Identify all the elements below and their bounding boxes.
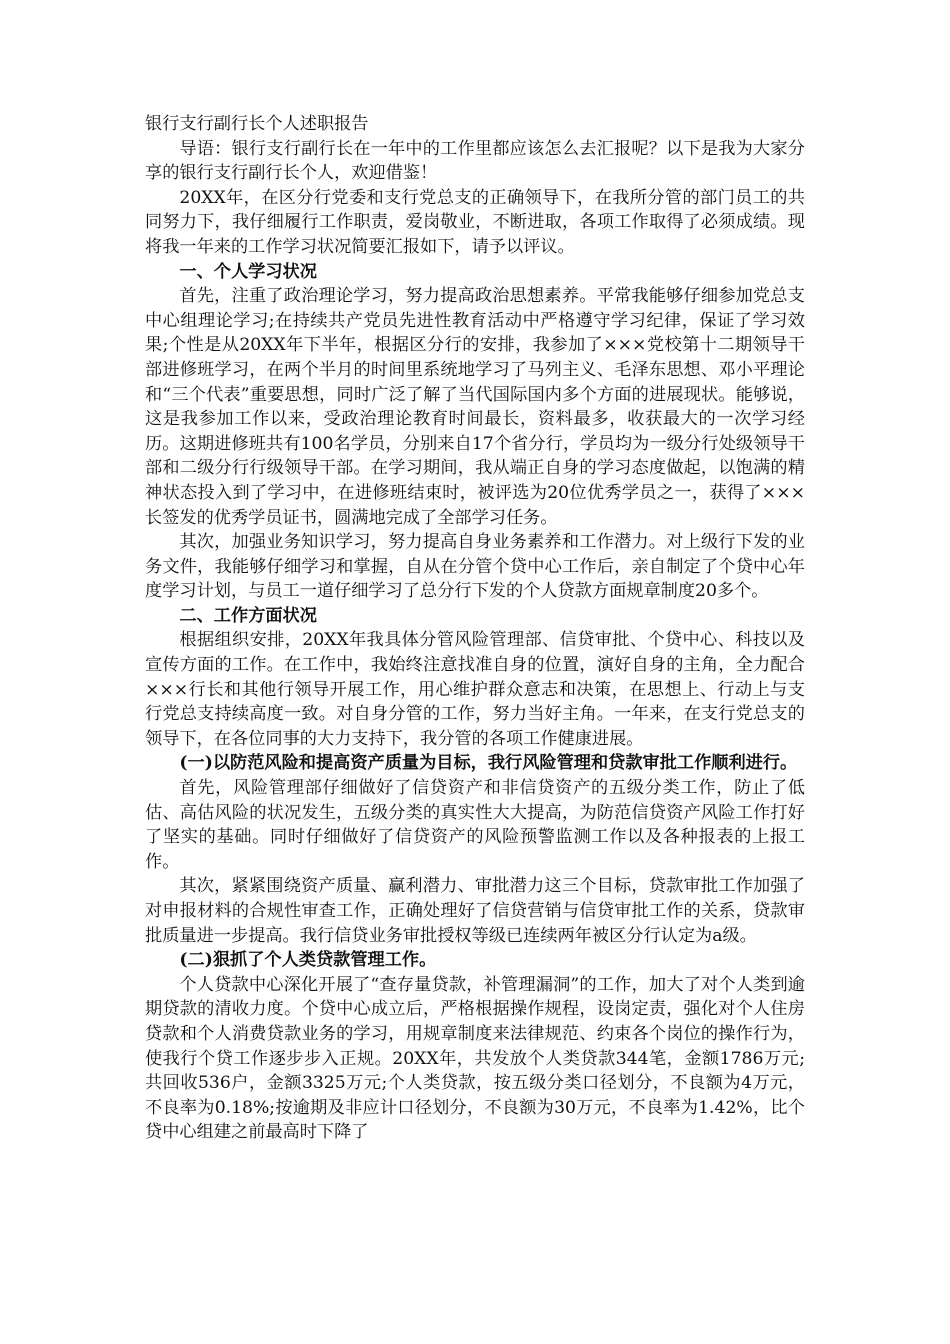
- subheading-personal-loans: (二)狠抓了个人类贷款管理工作。: [179, 950, 437, 971]
- paragraph-business-study: 其次，加强业务知识学习，努力提高自身业务素养和工作潜力。对上级行下发的业务文件，我能够仔细学习和掌握，自从在分管个贷中心工作后，亲自制定了个贷中心年度学习计划，与员工一道仔细学习了总分行下发的个人贷款方面规章制度20多个。: [145, 532, 805, 602]
- section-heading-study: 一、个人学习状况: [179, 261, 317, 282]
- paragraph-work-overview: 根据组织安排，20XX年我具体分管风险管理部、信贷审批、个贷中心、科技以及宣传方面的工作。在工作中，我始终注意找准自身的位置，演好自身的主角，全力配合×××行长和其他行领导开展工作，用心维护群众意志和决策，在思想上、行动上与支行党总支持续高度一致。对自身分管的工作，努力当好主角。一年来，在支行党总支的领导下，在各位同事的大力支持下，我分管的各项工作健康进展。: [145, 630, 805, 749]
- document-page: [145, 112, 805, 1145]
- paragraph-loan-approval: 其次，紧紧围绕资产质量、赢利潜力、审批潜力这三个目标，贷款审批工作加强了对申报材料的合规性审查工作，正确处理好了信贷营销与信贷审批工作的关系，贷款审批质量进一步提高。我行信贷业务审批授权等级已连续两年被区分行认定为a级。: [145, 876, 805, 946]
- paragraph-five-level-classification: 首先，风险管理部仔细做好了信贷资产和非信贷资产的五级分类工作，防止了低估、高估风险的状况发生，五级分类的真实性大大提高，为防范信贷资产风险工作打好了坚实的基础。同时仔细做好了信贷资产的风险预警监测工作以及各种报表的上报工作。: [145, 778, 805, 872]
- subheading-risk-management: (一)以防范风险和提高资产质量为目标，我行风险管理和贷款审批工作顺利进行。: [179, 753, 798, 774]
- opening-paragraph: 20XX年，在区分行党委和支行党总支的正确领导下，在我所分管的部门员工的共同努力下，我仔细履行工作职责，爱岗敬业，不断进取，各项工作取得了必须成绩。现将我一年来的工作学习状况简要汇报如下，请予以评议。: [145, 187, 805, 257]
- intro-paragraph: 导语：银行支行副行长在一年中的工作里都应该怎么去汇报呢？以下是我为大家分享的银行支行副行长个人，欢迎借鉴！: [145, 138, 805, 184]
- paragraph-personal-loan-center: 个人贷款中心深化开展了“查存量贷款，补管理漏洞”的工作，加大了对个人类到逾期贷款的清收力度。个贷中心成立后，严格根据操作规程，设岗定责，强化对个人住房贷款和个人消费贷款业务的学习，用规章制度来法律规范、约束各个岗位的操作行为，使我行个贷工作逐步步入正规。20XX年，共发放个人类贷款344笔，金额1786万元;共回收536户，金额3325万元;个人类贷款，按五级分类口径划分，不良额为4万元，不良率为0.18%;按逾期及非应计口径划分，不良额为30万元，不良率为1.42%，比个贷中心组建之前最高时下降了: [145, 974, 805, 1143]
- paragraph-political-study: 首先，注重了政治理论学习，努力提高政治思想素养。平常我能够仔细参加党总支中心组理论学习;在持续共产党员先进性教育活动中严格遵守学习纪律，保证了学习效果;个性是从20XX年下半年，根据区分行的安排，我参加了×××党校第十二期领导干部进修班学习，在两个半月的时间里系统地学习了马列主义、毛泽东思想、邓小平理论和“三个代表”重要思想，同时广泛了解了当代国际国内多个方面的进展现状。能够说，这是我参加工作以来，受政治理论教育时间最长，资料最多，收获最大的一次学习经历。这期进修班共有100名学员，分别来自17个省分行，学员均为一级分行处级领导干部和二级分行行级领导干部。在学习期间，我从端正自身的学习态度做起，以饱满的精神状态投入到了学习中，在进修班结束时，被评选为20位优秀学员之一，获得了×××长签发的优秀学员证书，圆满地完成了全部学习任务。: [145, 286, 805, 528]
- document-title: 银行支行副行长个人述职报告: [145, 114, 369, 134]
- section-heading-work: 二、工作方面状况: [179, 605, 317, 626]
